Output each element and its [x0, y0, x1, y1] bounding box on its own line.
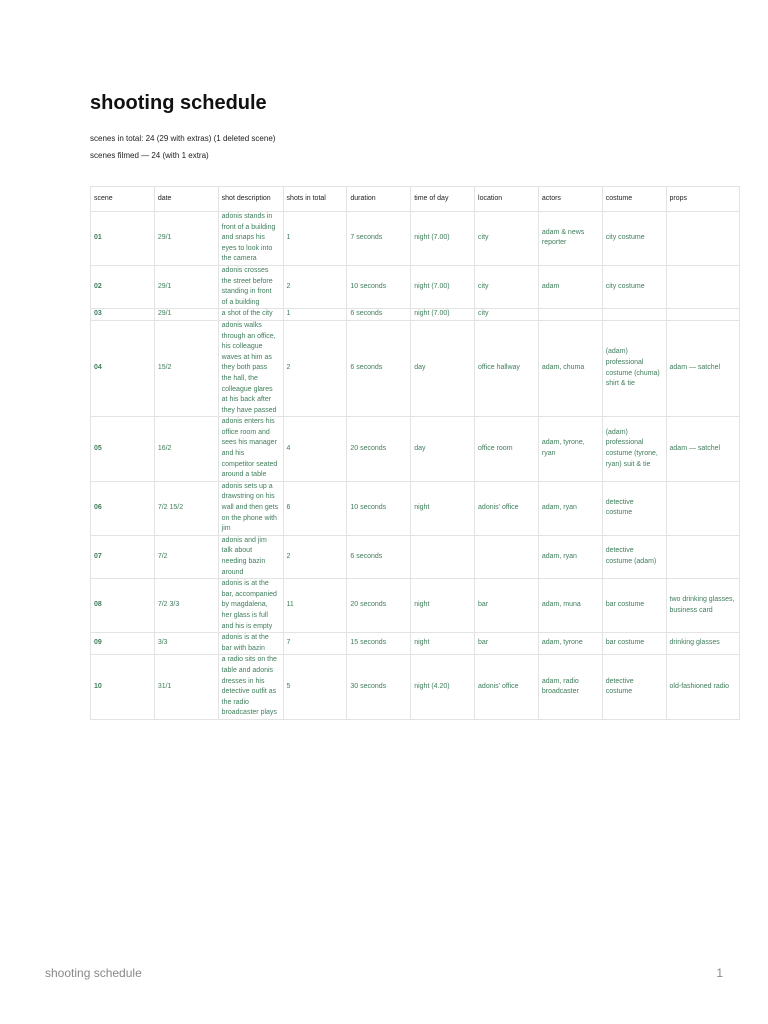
location-cell: bar — [475, 633, 539, 655]
location-cell: adonis' office — [475, 655, 539, 720]
column-header-duration: duration — [347, 187, 411, 212]
column-header-time-of-day: time of day — [411, 187, 475, 212]
time-of-day-cell: night (7.00) — [411, 265, 475, 308]
shot-description-cell: adonis crosses the street before standing in front of a building — [218, 265, 283, 308]
duration-cell: 15 seconds — [347, 633, 411, 655]
shots-in-total-cell: 5 — [283, 655, 347, 720]
props-cell — [666, 309, 739, 321]
costume-cell: (adam) professional costume (chuma) shirt & tie — [602, 320, 666, 416]
props-cell — [666, 212, 739, 266]
location-cell: office room — [475, 417, 539, 482]
shots-in-total-cell: 1 — [283, 212, 347, 266]
location-cell — [475, 535, 539, 578]
props-cell: two drinking glasses, business card — [666, 579, 739, 633]
shot-description-cell: adonis sets up a drawstring on his wall and then gets on the phone with jim — [218, 481, 283, 535]
date-cell: 7/2 3/3 — [154, 579, 218, 633]
time-of-day-cell: night (7.00) — [411, 309, 475, 321]
costume-cell — [602, 309, 666, 321]
props-cell — [666, 535, 739, 578]
date-cell: 16/2 — [154, 417, 218, 482]
scene-number-cell: 08 — [91, 579, 155, 633]
scene-number-cell: 10 — [91, 655, 155, 720]
costume-cell: detective costume (adam) — [602, 535, 666, 578]
shots-in-total-cell: 2 — [283, 535, 347, 578]
duration-cell: 6 seconds — [347, 309, 411, 321]
time-of-day-cell: night — [411, 481, 475, 535]
props-cell: drinking glasses — [666, 633, 739, 655]
shooting-schedule-table — [90, 186, 740, 720]
actors-cell: adam & news reporter — [538, 212, 602, 266]
scene-number-cell: 06 — [91, 481, 155, 535]
scene-number-cell: 09 — [91, 633, 155, 655]
column-header-location: location — [475, 187, 539, 212]
time-of-day-cell: night — [411, 633, 475, 655]
scene-number-cell: 04 — [91, 320, 155, 416]
costume-cell: city costume — [602, 265, 666, 308]
date-cell: 31/1 — [154, 655, 218, 720]
props-cell — [666, 265, 739, 308]
table-row — [91, 535, 740, 578]
costume-cell: detective costume — [602, 655, 666, 720]
shot-description-cell: adonis enters his office room and sees his manager and his competitor seated around a table — [218, 417, 283, 482]
time-of-day-cell: day — [411, 320, 475, 416]
shots-in-total-cell: 6 — [283, 481, 347, 535]
table-row — [91, 320, 740, 416]
column-header-date: date — [154, 187, 218, 212]
duration-cell: 6 seconds — [347, 535, 411, 578]
scenes-filmed-summary: scenes filmed — 24 (with 1 extra) — [90, 151, 209, 160]
table-row — [91, 655, 740, 720]
shot-description-cell: a shot of the city — [218, 309, 283, 321]
time-of-day-cell — [411, 535, 475, 578]
location-cell: city — [475, 265, 539, 308]
date-cell: 29/1 — [154, 265, 218, 308]
time-of-day-cell: night — [411, 579, 475, 633]
actors-cell — [538, 309, 602, 321]
scene-number-cell: 07 — [91, 535, 155, 578]
duration-cell: 10 seconds — [347, 265, 411, 308]
actors-cell: adam, tyrone — [538, 633, 602, 655]
table-row — [91, 633, 740, 655]
time-of-day-cell: night (7.00) — [411, 212, 475, 266]
duration-cell: 10 seconds — [347, 481, 411, 535]
costume-cell: (adam) professional costume (tyrone, ryan) suit & tie — [602, 417, 666, 482]
scene-number-cell: 01 — [91, 212, 155, 266]
location-cell: city — [475, 212, 539, 266]
shot-description-cell: adonis stands in front of a building and snaps his eyes to look into the camera — [218, 212, 283, 266]
props-cell: adam — satchel — [666, 417, 739, 482]
date-cell: 15/2 — [154, 320, 218, 416]
column-header-shots-in-total: shots in total — [283, 187, 347, 212]
date-cell: 29/1 — [154, 212, 218, 266]
actors-cell: adam, radio broadcaster — [538, 655, 602, 720]
time-of-day-cell: night (4.20) — [411, 655, 475, 720]
duration-cell: 30 seconds — [347, 655, 411, 720]
footer-document-title: shooting schedule — [45, 966, 142, 980]
shot-description-cell: a radio sits on the table and adonis dresses in his detective outfit as the radio broadcaster plays — [218, 655, 283, 720]
scene-number-cell: 03 — [91, 309, 155, 321]
column-header-actors: actors — [538, 187, 602, 212]
duration-cell: 6 seconds — [347, 320, 411, 416]
date-cell: 3/3 — [154, 633, 218, 655]
scenes-total-summary: scenes in total: 24 (29 with extras) (1 deleted scene) — [90, 134, 276, 143]
props-cell: adam — satchel — [666, 320, 739, 416]
actors-cell: adam, ryan — [538, 535, 602, 578]
shots-in-total-cell: 2 — [283, 265, 347, 308]
location-cell: adonis' office — [475, 481, 539, 535]
column-header-props: props — [666, 187, 739, 212]
actors-cell: adam — [538, 265, 602, 308]
actors-cell: adam, muna — [538, 579, 602, 633]
shots-in-total-cell: 7 — [283, 633, 347, 655]
duration-cell: 7 seconds — [347, 212, 411, 266]
shot-description-cell: adonis is at the bar with bazin — [218, 633, 283, 655]
shots-in-total-cell: 2 — [283, 320, 347, 416]
costume-cell: city costume — [602, 212, 666, 266]
table-row — [91, 481, 740, 535]
location-cell: office hallway — [475, 320, 539, 416]
scene-number-cell: 02 — [91, 265, 155, 308]
page-number: 1 — [716, 966, 723, 980]
costume-cell: bar costume — [602, 579, 666, 633]
date-cell: 29/1 — [154, 309, 218, 321]
scene-number-cell: 05 — [91, 417, 155, 482]
shot-description-cell: adonis and jim talk about needing bazin around — [218, 535, 283, 578]
costume-cell: detective costume — [602, 481, 666, 535]
time-of-day-cell: day — [411, 417, 475, 482]
table-row — [91, 579, 740, 633]
column-header-shot-description: shot description — [218, 187, 283, 212]
location-cell: city — [475, 309, 539, 321]
date-cell: 7/2 — [154, 535, 218, 578]
schedule-table-container — [90, 186, 735, 720]
duration-cell: 20 seconds — [347, 579, 411, 633]
table-row — [91, 309, 740, 321]
date-cell: 7/2 15/2 — [154, 481, 218, 535]
props-cell — [666, 481, 739, 535]
document-title: shooting schedule — [90, 92, 267, 114]
shot-description-cell: adonis walks through an office, his colleague waves at him as they both pass the hall, the colleague glares at his back after they have passed — [218, 320, 283, 416]
shots-in-total-cell: 4 — [283, 417, 347, 482]
shots-in-total-cell: 11 — [283, 579, 347, 633]
table-row — [91, 265, 740, 308]
table-row — [91, 212, 740, 266]
actors-cell: adam, ryan — [538, 481, 602, 535]
column-header-scene: scene — [91, 187, 155, 212]
duration-cell: 20 seconds — [347, 417, 411, 482]
table-row — [91, 417, 740, 482]
location-cell: bar — [475, 579, 539, 633]
shot-description-cell: adonis is at the bar, accompanied by magdalena, her glass is full and his is empty — [218, 579, 283, 633]
costume-cell: bar costume — [602, 633, 666, 655]
props-cell: old-fashioned radio — [666, 655, 739, 720]
actors-cell: adam, tyrone, ryan — [538, 417, 602, 482]
table-header-row — [91, 187, 740, 212]
column-header-costume: costume — [602, 187, 666, 212]
shots-in-total-cell: 1 — [283, 309, 347, 321]
actors-cell: adam, chuma — [538, 320, 602, 416]
